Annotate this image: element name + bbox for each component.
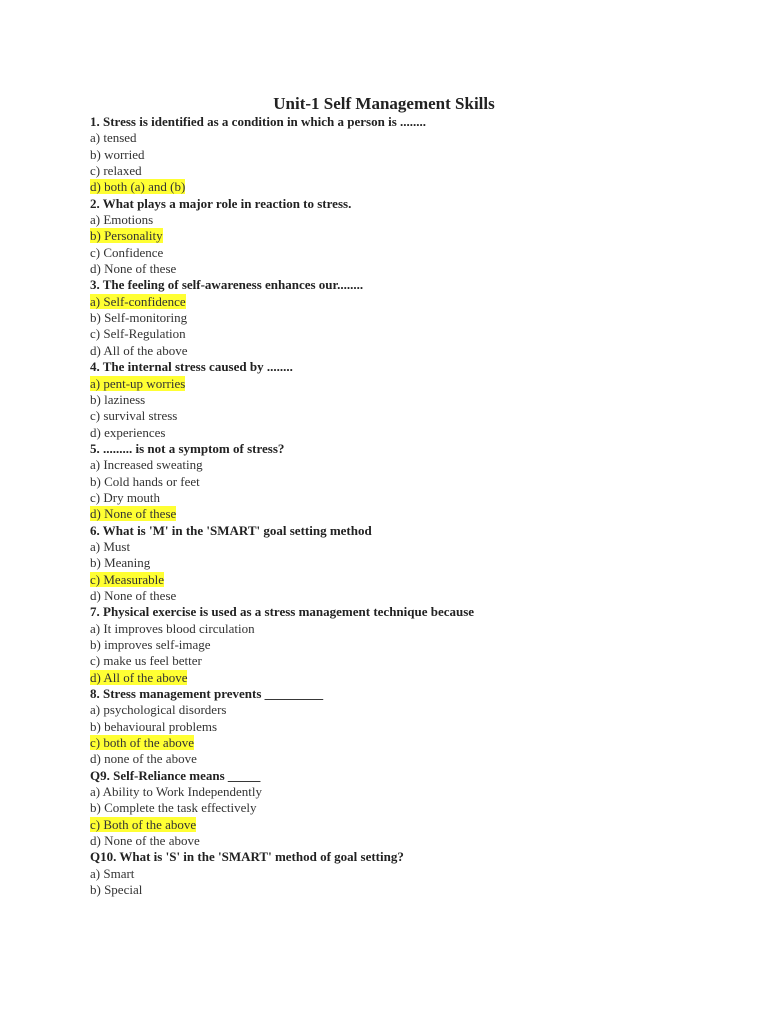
option-label: b) behavioural problems	[90, 718, 218, 734]
option-label: b) worried	[90, 146, 145, 162]
answer-option	[90, 147, 730, 163]
option-label: c) Confidence	[90, 244, 164, 260]
answer-option	[90, 212, 730, 228]
answer-option	[90, 261, 730, 277]
answer-option	[90, 539, 730, 555]
question-text: 2. What plays a major role in reaction to stress.	[90, 195, 352, 211]
option-label: a) Must	[90, 538, 131, 554]
option-label: a) It improves blood circulation	[90, 620, 255, 636]
answer-option	[90, 588, 730, 604]
answer-option	[90, 621, 730, 637]
answer-option	[90, 555, 730, 571]
question-block	[90, 359, 730, 441]
option-label: c) relaxed	[90, 163, 142, 179]
question-block	[90, 849, 730, 898]
answer-option-correct	[90, 572, 730, 588]
highlighted-answer: d) None of these	[90, 506, 177, 522]
highlighted-answer: c) both of the above	[90, 735, 194, 751]
option-list	[90, 457, 730, 522]
option-label: c) make us feel better	[90, 653, 202, 669]
option-label: c) survival stress	[90, 408, 178, 424]
option-list	[90, 130, 730, 195]
option-list	[90, 866, 730, 899]
option-label: a) Ability to Work Independently	[90, 784, 263, 800]
option-label: d) None of these	[90, 587, 177, 603]
answer-option	[90, 882, 730, 898]
option-label: b) Meaning	[90, 555, 151, 571]
answer-option	[90, 490, 730, 506]
answer-option	[90, 343, 730, 359]
option-label: b) Self-monitoring	[90, 310, 188, 326]
answer-option-correct	[90, 670, 730, 686]
option-label: a) tensed	[90, 130, 137, 146]
option-label: d) All of the above	[90, 342, 188, 358]
option-label: a) psychological disorders	[90, 702, 227, 718]
question-block	[90, 768, 730, 850]
answer-option	[90, 784, 730, 800]
highlighted-answer: b) Personality	[90, 228, 163, 244]
highlighted-answer: c) Measurable	[90, 571, 164, 587]
option-list	[90, 621, 730, 686]
option-label: c) Dry mouth	[90, 489, 161, 505]
question-block	[90, 604, 730, 686]
answer-option	[90, 474, 730, 490]
answer-option-correct	[90, 376, 730, 392]
question-block	[90, 686, 730, 768]
answer-option	[90, 866, 730, 882]
highlighted-answer: c) Both of the above	[90, 816, 197, 832]
question-block	[90, 523, 730, 605]
option-label: d) experiences	[90, 424, 166, 440]
question-text: Q10. What is 'S' in the 'SMART' method of goal setting?	[90, 849, 404, 865]
question-text: 4. The internal stress caused by ........	[90, 359, 293, 375]
page-title: Unit-1 Self Management Skills	[273, 94, 495, 113]
highlighted-answer: a) pent-up worries	[90, 375, 186, 391]
option-label: a) Emotions	[90, 212, 154, 228]
question-text: 1. Stress is identified as a condition in which a person is ........	[90, 114, 427, 129]
answer-option	[90, 719, 730, 735]
question-block	[90, 441, 730, 523]
answer-option	[90, 245, 730, 261]
option-label: d) None of the above	[90, 833, 200, 849]
question-text: 7. Physical exercise is used as a stress management technique because	[90, 604, 475, 620]
question-text: 3. The feeling of self-awareness enhances our........	[90, 277, 364, 293]
answer-option	[90, 751, 730, 767]
question-block	[90, 277, 730, 359]
answer-option	[90, 130, 730, 146]
answer-option-correct	[90, 506, 730, 522]
option-label: a) Increased sweating	[90, 457, 203, 473]
question-text: 6. What is 'M' in the 'SMART' goal setting method	[90, 522, 372, 538]
option-list	[90, 212, 730, 277]
question-text: Q9. Self-Reliance means _____	[90, 767, 261, 783]
answer-option	[90, 653, 730, 669]
answer-option	[90, 392, 730, 408]
option-label: d) None of these	[90, 261, 177, 277]
option-label: d) none of the above	[90, 751, 197, 767]
option-label: c) Self-Regulation	[90, 326, 186, 342]
question-text: 5. ......... is not a symptom of stress?	[90, 440, 285, 456]
option-label: b) improves self-image	[90, 637, 211, 652]
answer-option	[90, 326, 730, 342]
option-list	[90, 376, 730, 441]
option-label: a) Smart	[90, 865, 135, 881]
answer-option	[90, 833, 730, 849]
question-block	[90, 114, 730, 196]
answer-option	[90, 163, 730, 179]
answer-option	[90, 800, 730, 816]
answer-option-correct	[90, 817, 730, 833]
answer-option-correct	[90, 179, 730, 195]
option-list	[90, 294, 730, 359]
answer-option-correct	[90, 228, 730, 244]
answer-option	[90, 408, 730, 424]
question-block	[90, 196, 730, 278]
answer-option	[90, 702, 730, 718]
option-label: b) laziness	[90, 391, 146, 407]
option-label: b) Cold hands or feet	[90, 473, 200, 489]
option-list	[90, 784, 730, 849]
highlighted-answer: a) Self-confidence	[90, 293, 186, 309]
question-list	[90, 114, 730, 899]
highlighted-answer: d) All of the above	[90, 669, 188, 685]
answer-option	[90, 637, 730, 653]
answer-option-correct	[90, 735, 730, 751]
answer-option-correct	[90, 294, 730, 310]
option-label: b) Special	[90, 882, 143, 898]
answer-option	[90, 457, 730, 473]
answer-option	[90, 425, 730, 441]
option-list	[90, 702, 730, 767]
option-list	[90, 539, 730, 604]
answer-option	[90, 310, 730, 326]
question-text: 8. Stress management prevents _________	[90, 686, 324, 702]
highlighted-answer: d) both (a) and (b)	[90, 179, 186, 195]
option-label: b) Complete the task effectively	[90, 800, 257, 816]
